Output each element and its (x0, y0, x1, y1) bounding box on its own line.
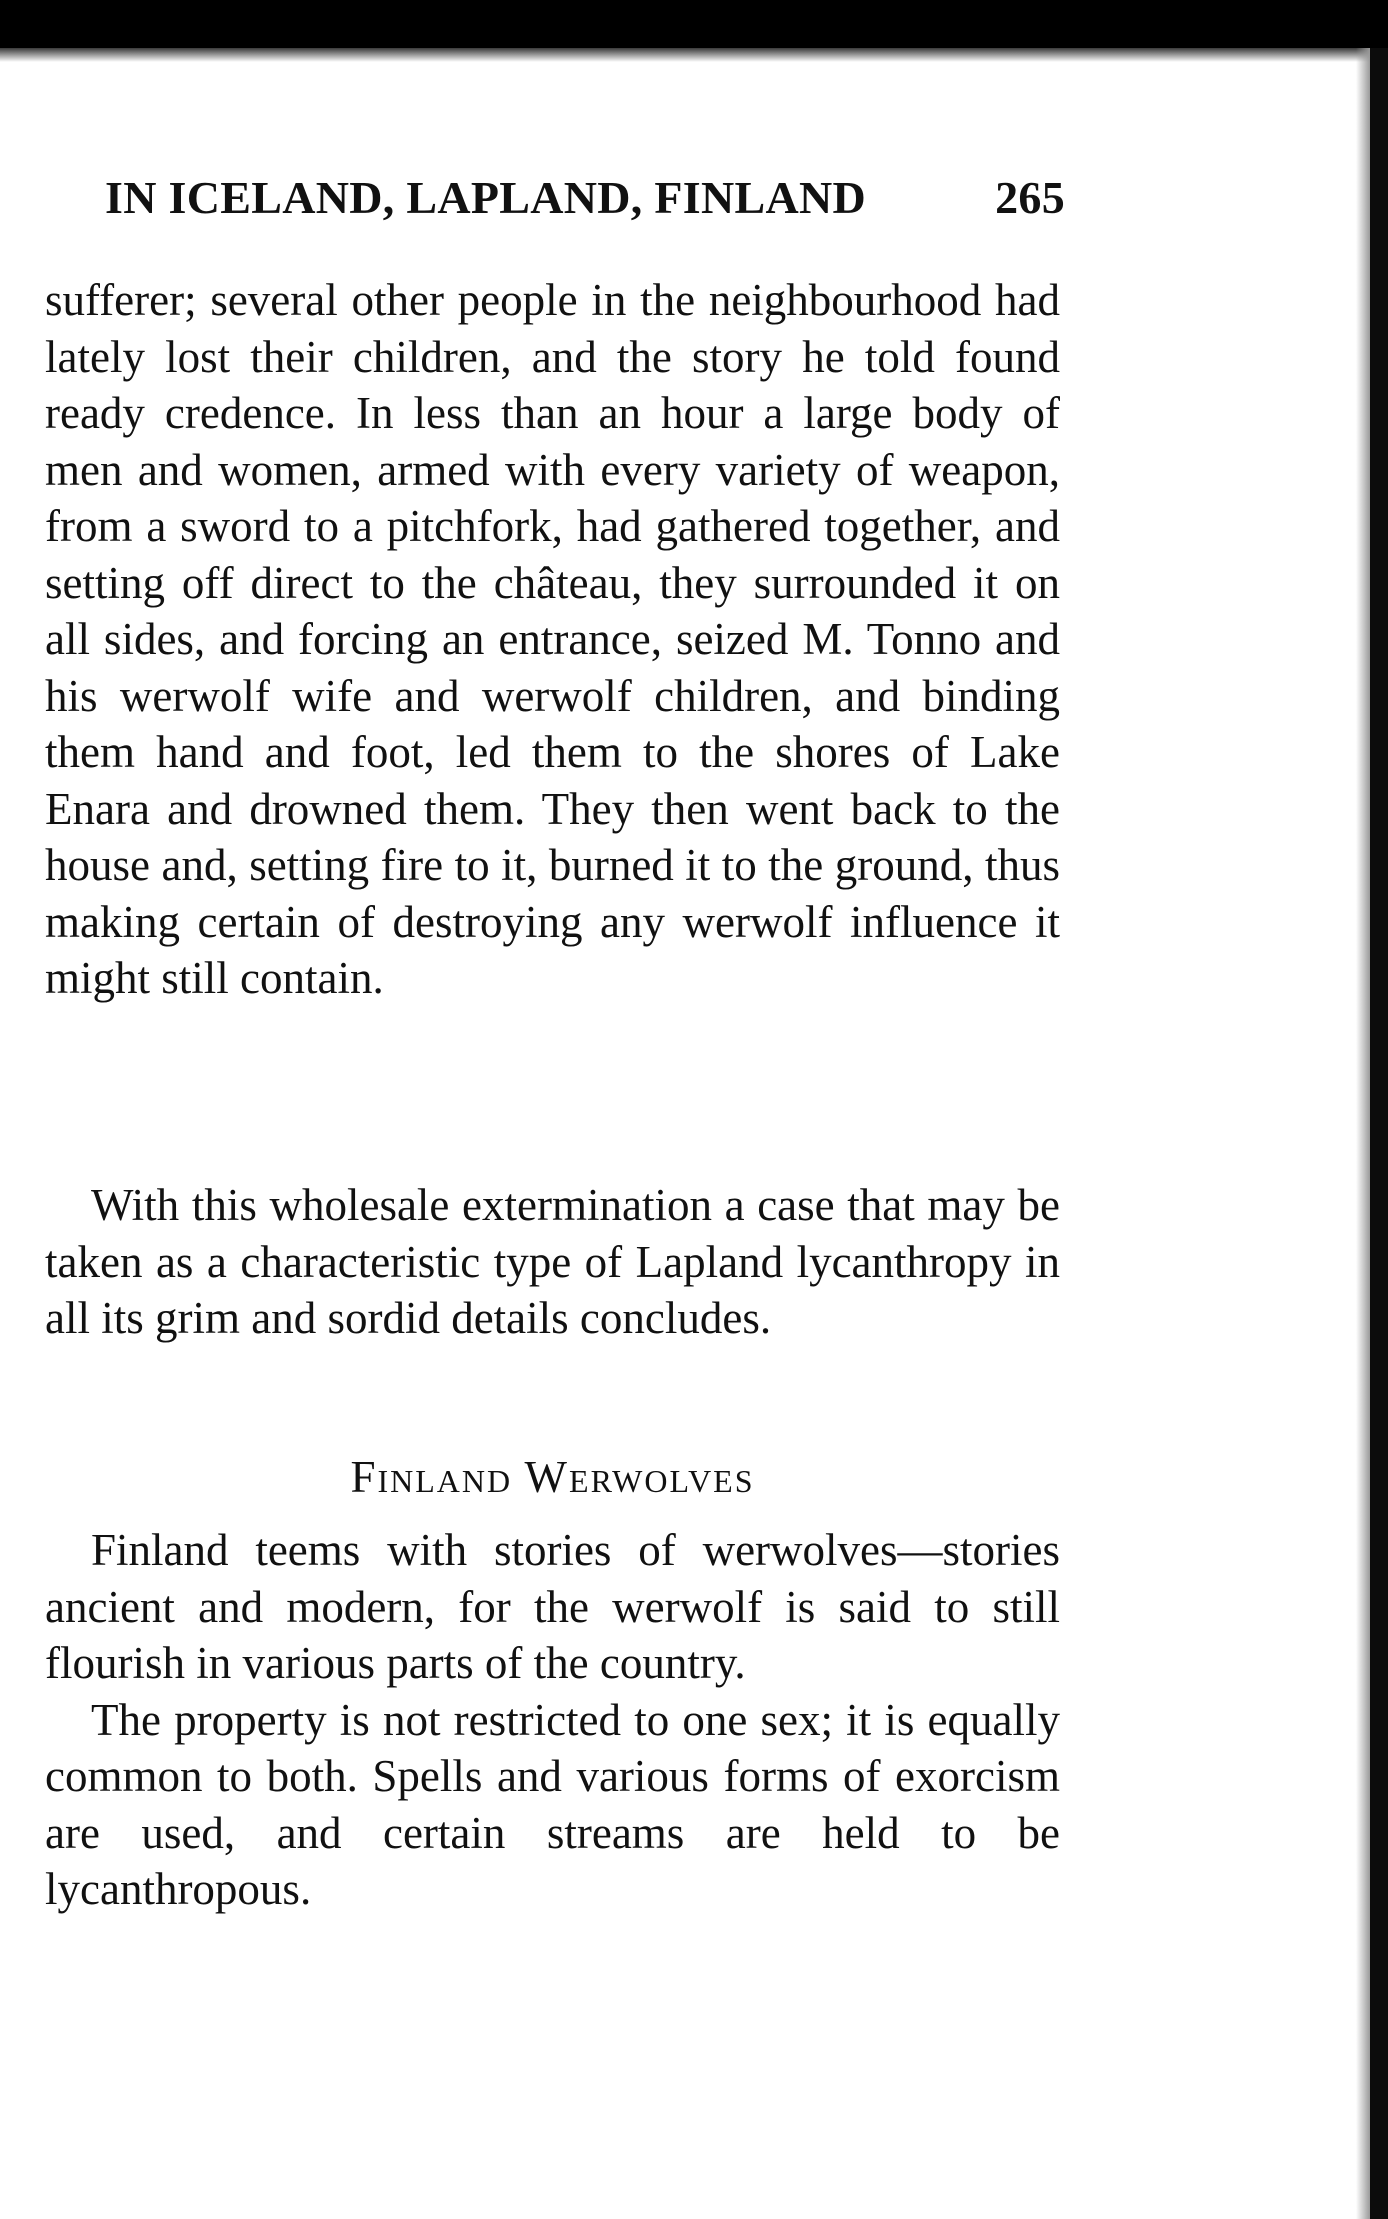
body-text-middle (45, 1177, 1060, 1347)
running-head (105, 168, 1065, 228)
scan-top-border-shadow (0, 48, 1388, 62)
running-head-title: IN ICELAND, LAPLAND, FINLAND (105, 172, 867, 223)
page-binding-edge (1370, 48, 1388, 2219)
page-number: 265 (995, 172, 1065, 223)
page-gutter-shadow (1356, 48, 1370, 2219)
body-text-upper (45, 272, 1060, 1007)
paragraph-property: The property is not restricted to one sex; it is equally common to both. Spells and various forms of exorcism are used, and certain streams are held to be lycanthropous. (45, 1694, 1060, 1914)
scan-top-border (0, 0, 1388, 48)
paragraph-extermination: With this wholesale extermination a case that may be taken as a characteristic type of Lapland lycanthropy in all its grim and sordid details concludes. (45, 1180, 1060, 1343)
paragraph-continued: sufferer; several other people in the neighbourhood had lately lost their children, and the story he told found ready credence. In less than an hour a large body of men and women, armed with every variety of weapon, from a sword to a pitchfork, had gathered together, and setting off direct to the château, they surrounded it on all sides, and forcing an entrance, seized M. Tonno and his werwolf wife and werwolf children, and binding them hand and foot, led them to the shores of Lake Enara and drowned them. They then went back to the house and, setting fire to it, burned it to the ground, thus making certain of destroying any werwolf influence it might still contain. (45, 275, 1060, 1003)
body-text-lower (45, 1522, 1060, 1918)
paragraph-finland-stories: Finland teems with stories of werwolves—stories ancient and modern, for the werwolf is said to still flourish in various parts of the country. (45, 1525, 1060, 1688)
section-heading: Finland Werwolves (350, 1452, 755, 1502)
